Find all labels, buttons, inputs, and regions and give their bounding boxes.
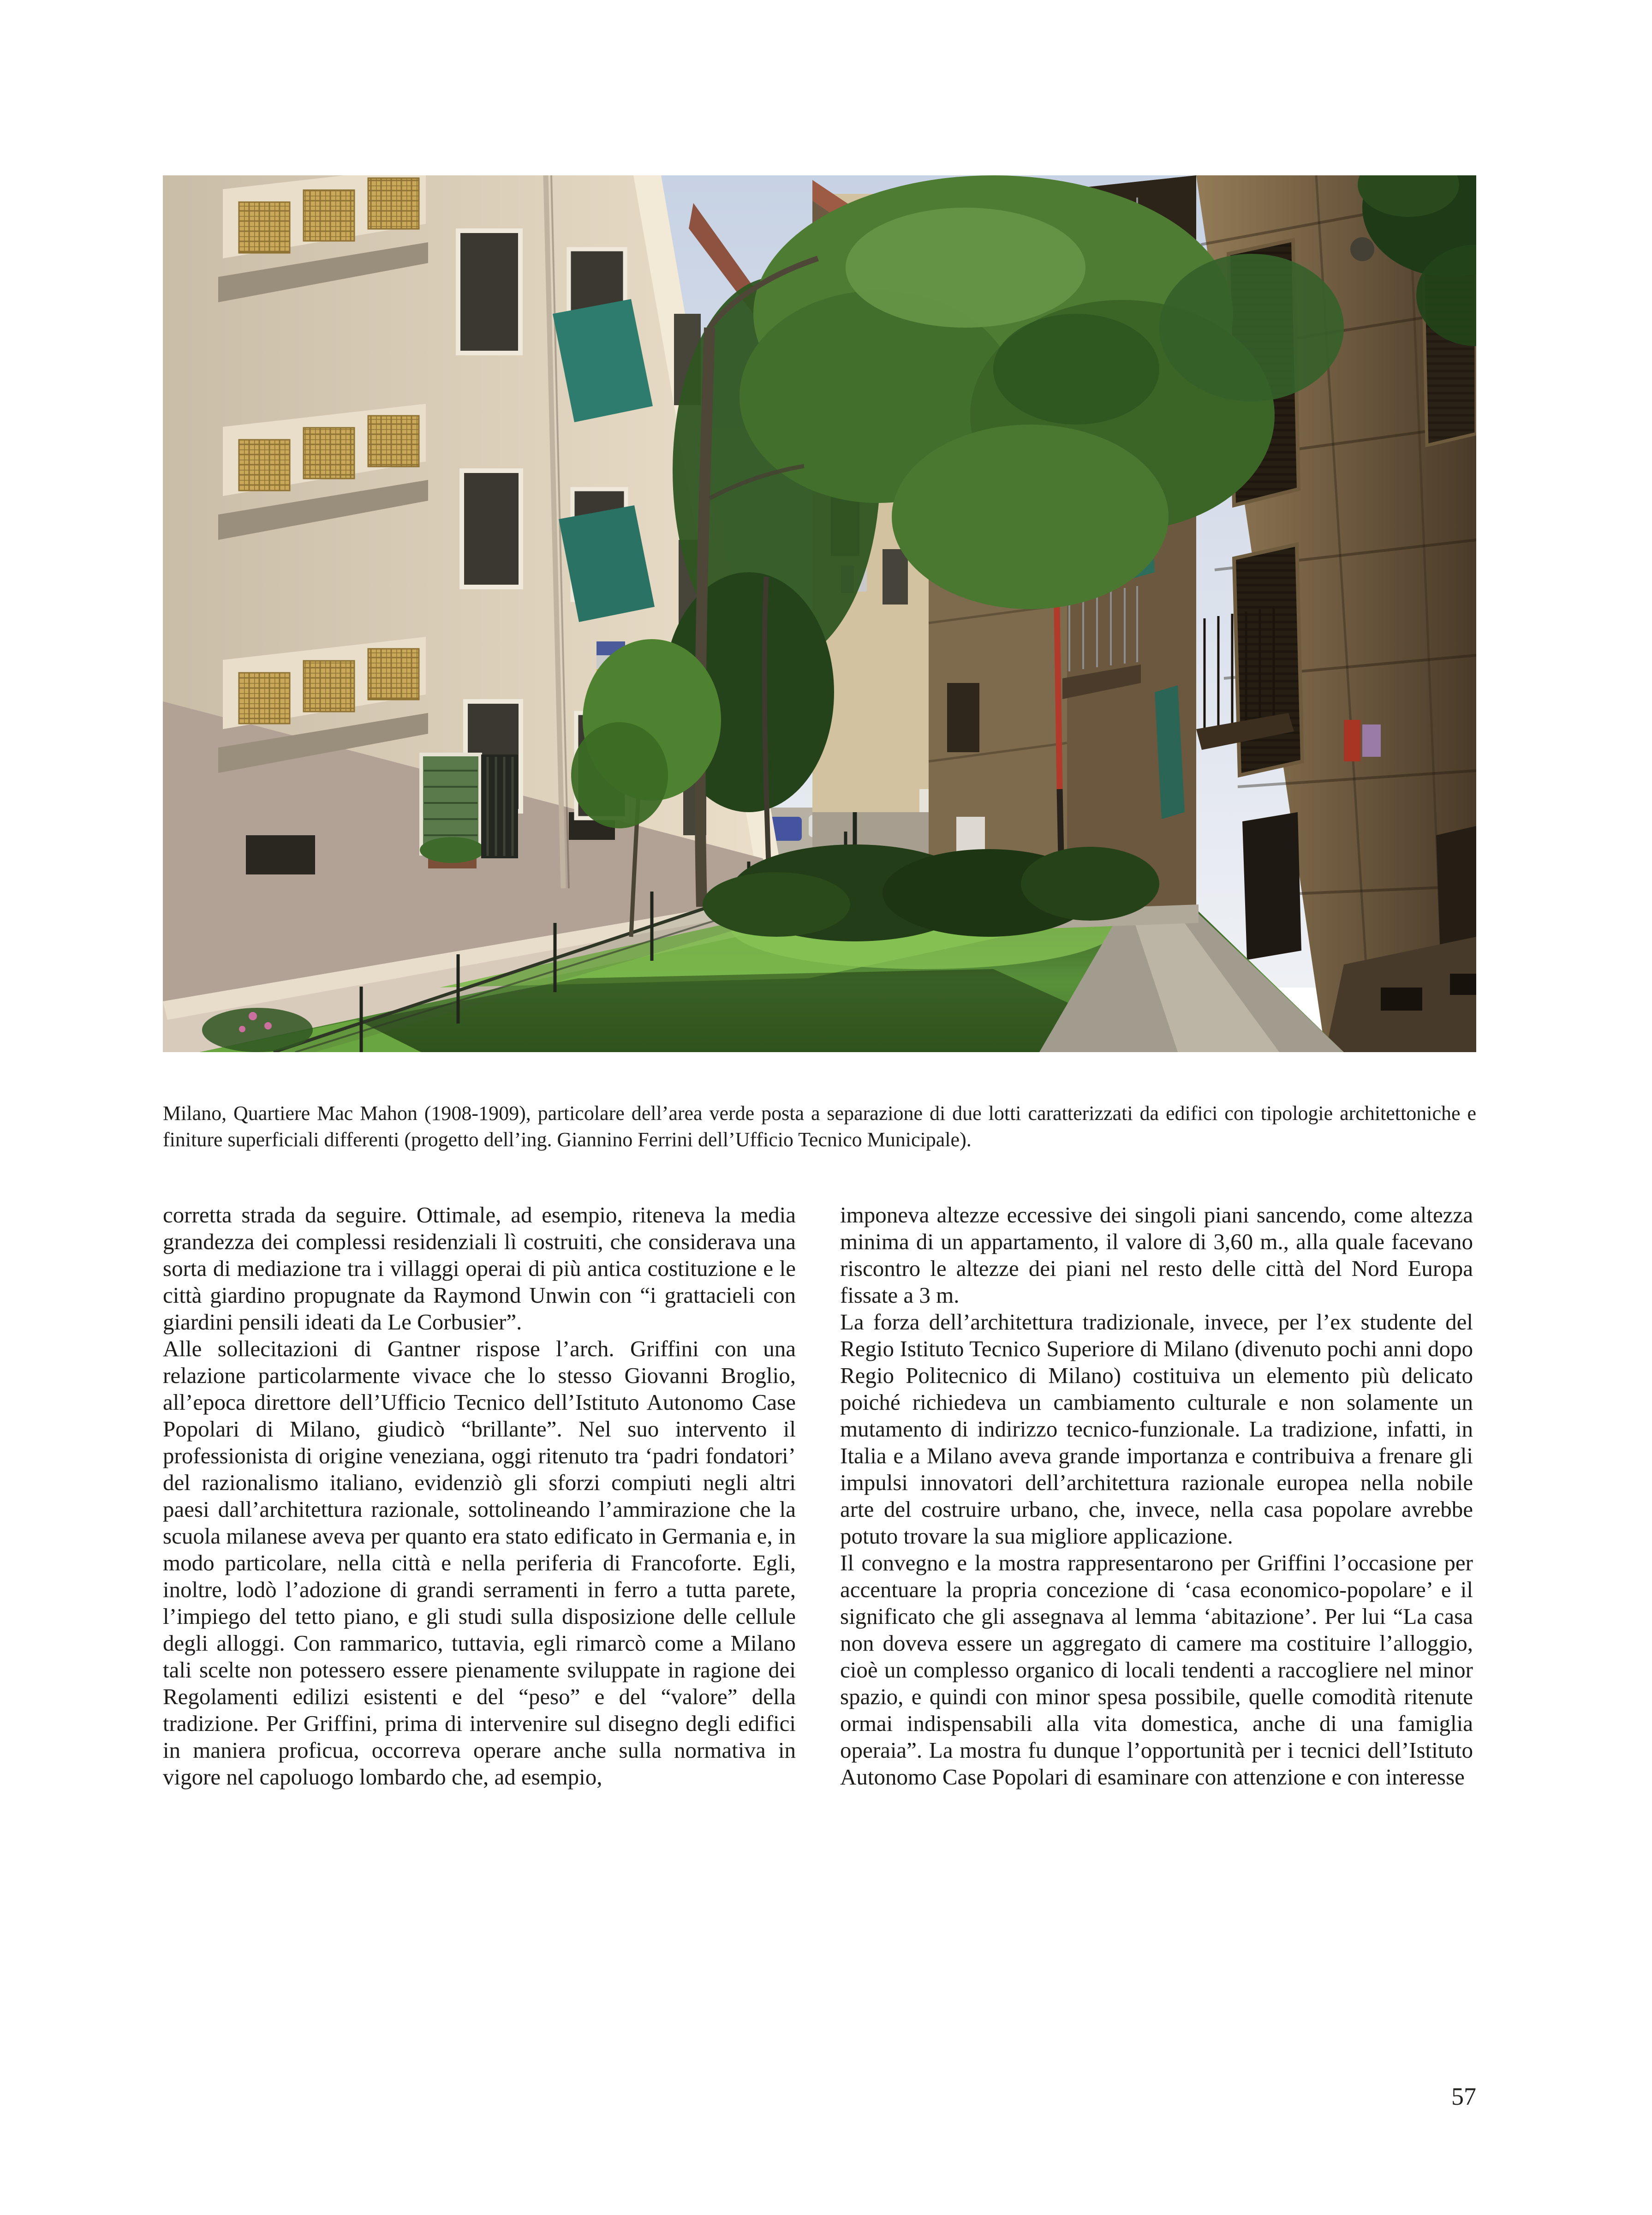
wall-lamp (1350, 237, 1374, 261)
iron-gate (481, 754, 518, 858)
column-right (840, 1202, 1473, 1790)
photo-caption: Milano, Quartiere Mac Mahon (1908-1909), particolare dell’area verde posta a separazione di due lotti caratterizzati da edifici con tipologie architettoniche e finiture superficiali differenti (progetto dell’ing. Giannino Ferrini dell’Ufficio Tecnico Municipale). (163, 1102, 1476, 1151)
window-column (458, 231, 521, 811)
paragraph: imponeva altezze eccessive dei singoli piani sancendo, come altezza minima di un appartamento, il valore di 3,60 m., alla quale facevano riscontro le altezze dei piani nel resto delle città del Nord Europa fissate a 3 m. (840, 1202, 1473, 1308)
paragraph: corretta strada da seguire. Ottimale, ad esempio, riteneva la media grandezza dei complessi residenziali lì costruiti, che considerava una sorta di mediazione tra i villaggi operai di più antica costituzione e le città giardino propugnate da Raymond Unwin con “i grattacieli con giardini pensili ideati da Le Corbusier”. (163, 1202, 796, 1335)
foreground-flowers (202, 1008, 313, 1052)
courtyard-photo (163, 175, 1476, 1052)
column-left (163, 1202, 796, 1790)
page-number: 57 (1451, 2083, 1476, 2110)
paragraph: Alle sollecitazioni di Gantner rispose l’arch. Griffini con una relazione particolarmente vivace che lo stesso Giovanni Broglio, all’epoca direttore dell’Ufficio Tecnico dell’Istituto Autonomo Case Popolari di Milano, giudicò “brillante”. Nel suo intervento il professionista di origine veneziana, oggi ritenuto tra ‘padri fondatori’ del razionalismo italiano, evidenziò gli sforzi compiuti negli altri paesi dall’architettura razionale, sottolineando l’ammirazione che la scuola milanese aveva per quanto era stato edificato in Germania e, in modo particolare, nella città e nella periferia di Francoforte. Egli, inoltre, lodò l’adozione di grandi serramenti in ferro a tutta parete, l’impiego del tetto piano, e gli studi sulla disposizione delle cellule degli alloggi. Con rammarico, tuttavia, egli rimarcò come a Milano tali scelte non potessero essere pienamente sviluppate in ragione dei Regolamenti edilizi esistenti e del “peso” e del “valore” della tradizione. Per Griffini, prima di intervenire sul disegno degli edifici in maniera proficua, occorreva operare anche sulla normativa in vigore nel capoluogo lombardo che, ad esempio, (163, 1336, 796, 1790)
paragraph: Il convegno e la mostra rappresentarono per Griffini l’occasione per accentuare la propria concezione di ‘casa economico-popolare’ e il significato che gli assegnava al lemma ‘abitazione’. Per lui “La casa non doveva essere un aggregato di camere ma costituire l’alloggio, cioè un complesso organico di locali tendenti a raccogliere nel minor spazio, e quindi con minor spesa possibile, quelle comodità ritenute ormai indispensabili alla vita domestica, anche di una famiglia operaia”. La mostra fu dunque l’opportunità per i tecnici dell’Istituto Autonomo Case Popolari di esaminare con attenzione e con interesse (840, 1550, 1473, 1790)
window (1242, 812, 1301, 960)
figure (163, 175, 1476, 1153)
green-shutter-window (420, 754, 484, 868)
paragraph: La forza dell’architettura tradizionale, invece, per l’ex studente del Regio Istituto Tecnico Superiore di Milano (divenuto pochi anni dopo Regio Politecnico di Milano) costituiva un elemento più delicato poiché richiedeva un cambiamento culturale e non solamente un mutamento di indirizzo tecnico-funzionale. La tradizione, infatti, in Italia e a Milano aveva grande importanza e contribuiva a frenare gli impulsi innovatori dell’architettura razionale europea nella nobile arte del costruire urbano, che, invece, nella casa popolare avrebbe potuto trovare la sua migliore applicazione. (840, 1309, 1473, 1549)
body-text (163, 1202, 1476, 1790)
